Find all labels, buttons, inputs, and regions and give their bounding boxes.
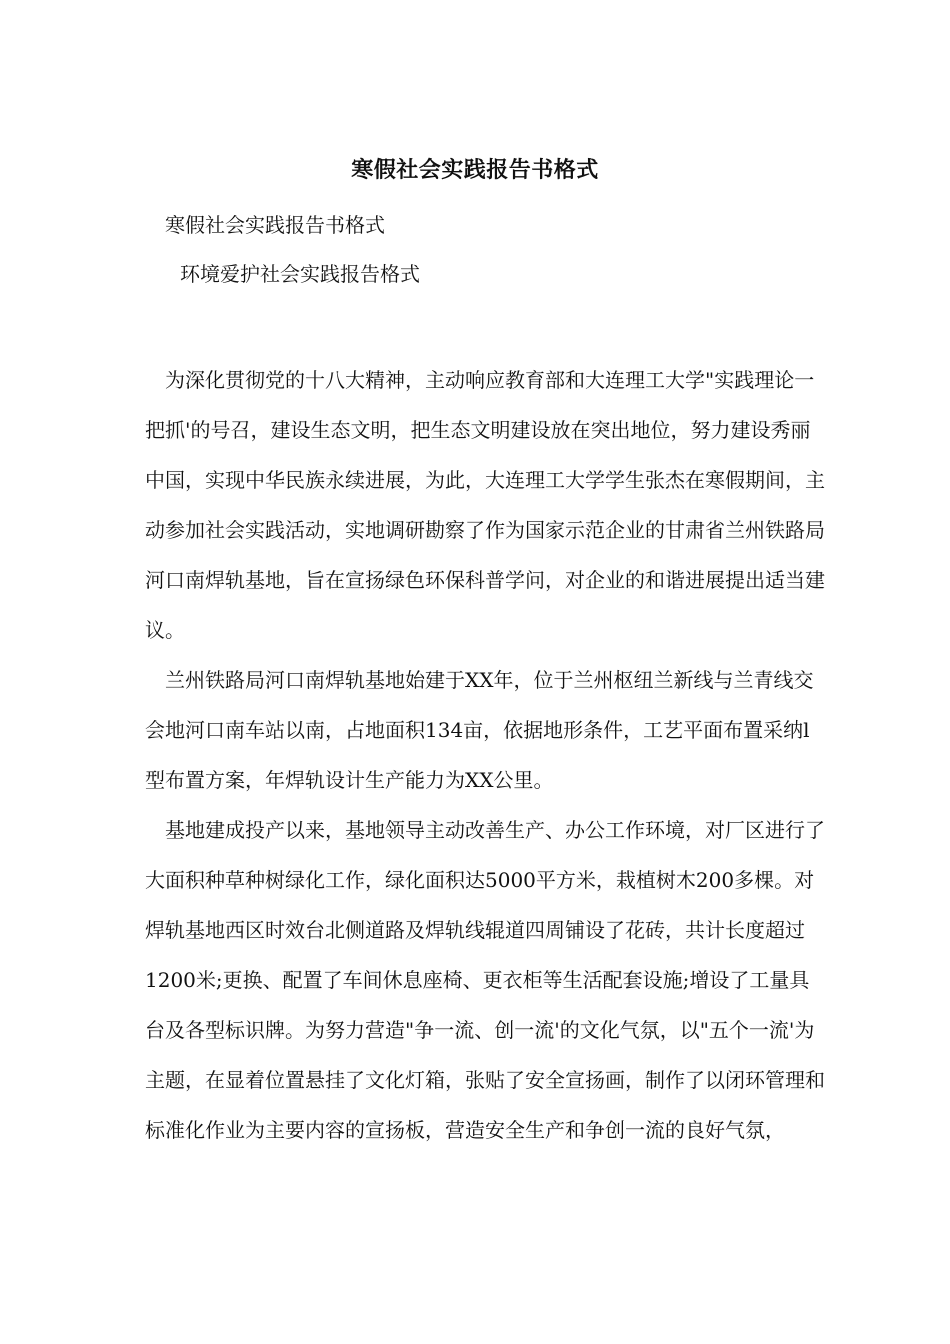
document-body (145, 355, 825, 1155)
document-subtitle: 寒假社会实践报告书格式 (165, 213, 385, 237)
document-subheading: 环境爱护社会实践报告格式 (180, 262, 420, 286)
body-paragraph-1: 为深化贯彻党的十八大精神，主动响应教育部和大连理工大学"实践理论一把抓'的号召，建设生态文明，把生态文明建设放在突出地位，努力建设秀丽中国，实现中华民族永续进展，为此，大连理工大学学生张杰在寒假期间，主动参加社会实践活动，实地调研勘察了作为国家示范企业的甘肃省兰州铁路局河口南焊轨基地，旨在宣扬绿色环保科普学问，对企业的和谐进展提出适当建议。 (145, 368, 825, 642)
document-title: 寒假社会实践报告书格式 (351, 157, 599, 183)
body-paragraph-3: 基地建成投产以来，基地领导主动改善生产、办公工作环境，对厂区进行了大面积种草种树绿化工作，绿化面积达5000平方米，栽植树木200多棵。对焊轨基地西区时效台北侧道路及焊轨线辊道四周铺设了花砖，共计长度超过1200米;更换、配置了车间休息座椅、更衣柜等生活配套设施;增设了工量具台及各型标识牌。为努力营造"争一流、创一流'的文化气氛，以"五个一流'为主题，在显着位置悬挂了文化灯箱，张贴了安全宣扬画，制作了以闭环管理和标准化作业为主要内容的宣扬板，营造安全生产和争创一流的良好气氛， (145, 818, 825, 1142)
body-paragraph-2: 兰州铁路局河口南焊轨基地始建于XX年，位于兰州枢纽兰新线与兰青线交会地河口南车站以南，占地面积134亩，依据地形条件，工艺平面布置采纳l型布置方案，年焊轨设计生产能力为XX公里。 (145, 668, 814, 792)
